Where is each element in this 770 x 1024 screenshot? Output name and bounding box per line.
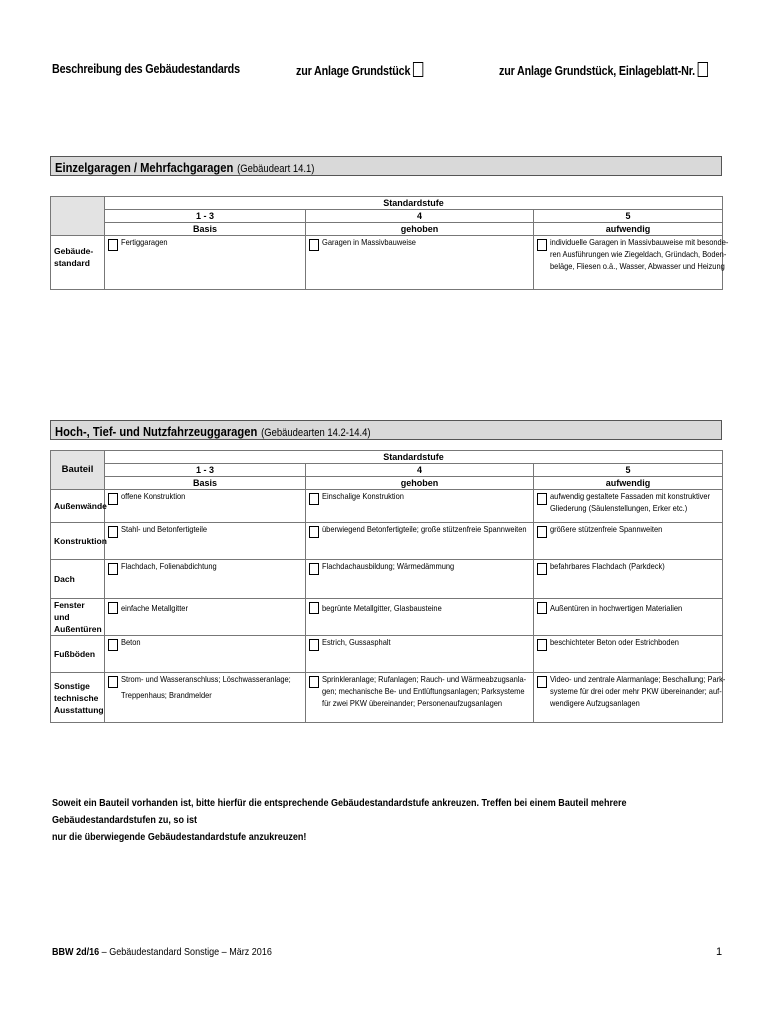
section1-title: Einzelgaragen / Mehrfachgaragen	[55, 160, 234, 175]
table-cell	[306, 673, 534, 723]
anlage-einlageblatt-label: zur Anlage Grundstück, Einlageblatt-Nr.	[499, 64, 695, 78]
checkbox[interactable]	[537, 639, 547, 651]
table-cell	[534, 490, 723, 523]
section2-level1-name: Basis	[105, 477, 306, 490]
checkbox[interactable]	[537, 602, 547, 614]
checkbox[interactable]	[108, 563, 118, 575]
section2-subtitle: (Gebäudearten 14.2-14.4)	[261, 427, 371, 439]
anlage-einlageblatt	[499, 62, 708, 78]
section1-level3-name: aufwendig	[534, 223, 723, 236]
anlage-einlageblatt-checkbox[interactable]	[698, 62, 708, 77]
cell-text: für zwei PKW übereinander; Personenaufzugsanlagen	[322, 698, 503, 708]
cell-text: Sprinkleranlage; Rufanlagen; Rauch- und Wärmeabzugsanla-	[322, 674, 527, 684]
checkbox[interactable]	[309, 639, 319, 651]
table-row	[51, 636, 723, 673]
checkbox[interactable]	[309, 676, 319, 688]
document-title-text: Beschreibung des Gebäudestandards	[52, 62, 240, 76]
cell-text: Einschalige Konstruktion	[322, 491, 404, 501]
table-cell	[306, 490, 534, 523]
checkbox[interactable]	[537, 526, 547, 538]
cell-text: offene Konstruktion	[121, 491, 186, 501]
cell-text: Garagen in Massivbauweise	[322, 237, 416, 247]
table-row	[51, 523, 723, 560]
document-title	[52, 62, 240, 76]
table-cell	[306, 599, 534, 636]
checkbox[interactable]	[108, 602, 118, 614]
section2-level2-name: gehoben	[306, 477, 534, 490]
table-cell	[105, 560, 306, 599]
bauteil-header	[51, 451, 105, 490]
section2-table	[50, 450, 726, 723]
section1-corner	[51, 197, 105, 236]
row-label-fenster	[51, 599, 105, 636]
bauteil-label: Bauteil	[61, 464, 94, 475]
cell-text: gen; mechanische Be- und Entlüftungsanlagen; Parksysteme	[322, 686, 525, 696]
cell-text: Flachdachausbildung; Wärmedämmung	[322, 561, 455, 571]
section1-row-label	[51, 236, 105, 290]
cell-text: Außentüren in hochwertigen Materialien	[550, 603, 683, 613]
row-label-text: technische	[54, 692, 99, 703]
cell-text: Strom- und Wasseranschluss; Löschwasseranlage;	[121, 674, 291, 684]
section1-cell-aufwendig	[534, 236, 729, 290]
cell-text: individuelle Garagen in Massivbauweise mit besonde-	[550, 237, 729, 247]
table-row	[51, 490, 723, 523]
section2-level3-name: aufwendig	[534, 477, 723, 490]
table-cell	[306, 636, 534, 673]
cell-text: aufwendig gestaltete Fassaden mit konstruktiver	[550, 491, 711, 501]
cell-text: befahrbares Flachdach (Parkdeck)	[550, 561, 665, 571]
checkbox[interactable]	[309, 563, 319, 575]
section1-level2-name: gehoben	[306, 223, 534, 236]
section1-cell-basis	[105, 236, 306, 290]
anlage-grundstueck-label: zur Anlage Grundstück	[296, 64, 411, 78]
checkbox[interactable]	[537, 676, 547, 688]
checkbox[interactable]	[537, 493, 547, 505]
table-cell	[534, 523, 723, 560]
section1-level1-name: Basis	[105, 223, 306, 236]
instruction-note-line2: nur die überwiegende Gebäudestandardstufe anzukreuzen!	[52, 831, 307, 843]
row-label-text: Außentüren	[54, 624, 102, 634]
instruction-note-line1: Soweit ein Bauteil vorhanden ist, bitte hierfür die entsprechende Gebäudestandardstufe ankreuzen. Treffen bei einem Bauteil mehrere Gebäudestandardstufen zu, so ist	[52, 797, 627, 826]
checkbox[interactable]	[537, 563, 547, 575]
anlage-grundstueck-checkbox[interactable]	[413, 62, 423, 77]
footer	[52, 946, 272, 958]
section2-standardstufe-label: Standardstufe	[383, 452, 444, 462]
cell-text: ren Ausführungen wie Ziegeldach, Gründach, Boden-	[550, 249, 727, 259]
table-cell	[105, 523, 306, 560]
section2-title: Hoch-, Tief- und Nutzfahrzeuggaragen	[55, 424, 258, 439]
checkbox[interactable]	[108, 493, 118, 505]
table-cell	[534, 636, 723, 673]
row-label-dach	[51, 560, 105, 599]
table-cell	[105, 673, 306, 723]
checkbox[interactable]	[309, 526, 319, 538]
section1-row-label-line2: standard	[54, 258, 90, 268]
row-label-text: Dach	[54, 574, 75, 584]
cell-text: größere stützenfreie Spannweiten	[550, 524, 663, 534]
cell-text: systeme für drei oder mehr PKW übereinander; auf-	[550, 686, 722, 696]
cell-text: Flachdach, Folienabdichtung	[121, 561, 217, 571]
row-label-sonstige	[51, 673, 105, 723]
checkbox[interactable]	[309, 239, 319, 251]
section2-standardstufe	[105, 451, 723, 464]
section1-level1-range: 1 - 3	[105, 210, 306, 223]
cell-text: beschichteter Beton oder Estrichboden	[550, 637, 679, 647]
cell-text: Fertiggaragen	[121, 237, 168, 247]
table-cell	[534, 599, 723, 636]
cell-text: wendigere Aufzugsanlagen	[550, 698, 640, 708]
table-row	[51, 560, 723, 599]
cell-text: einfache Metallgitter	[121, 603, 188, 613]
checkbox[interactable]	[309, 493, 319, 505]
cell-text: überwiegend Betonfertigteile; große stützenfreie Spannweiten	[322, 524, 527, 534]
checkbox[interactable]	[108, 526, 118, 538]
cell-text: Gliederung (Säulenstellungen, Erker etc.)	[550, 503, 688, 513]
footer-form-number: BBW 2d/16	[52, 946, 100, 958]
table-cell	[105, 636, 306, 673]
cell-text: Stahl- und Betonfertigteile	[121, 524, 208, 534]
row-label-aussenwaende	[51, 490, 105, 523]
cell-text: begrünte Metallgitter, Glasbausteine	[322, 603, 442, 613]
row-label-fussboeden	[51, 636, 105, 673]
page-number: 1	[716, 946, 723, 958]
table-cell	[534, 560, 723, 599]
row-label-text: Sonstige	[54, 680, 90, 691]
section1-row-label-line1: Gebäude-	[54, 246, 94, 256]
checkbox[interactable]	[108, 676, 118, 688]
section1-level3-range: 5	[534, 210, 723, 223]
section2-level2-range: 4	[306, 464, 534, 477]
row-label-konstruktion	[51, 523, 105, 560]
section1-level2-range: 4	[306, 210, 534, 223]
cell-text: Beton	[121, 637, 141, 647]
row-label-text: Fenster und	[54, 600, 85, 622]
row-label-text: Außenwände	[54, 501, 107, 511]
footer-text: Gebäudestandard Sonstige – März 2016	[109, 946, 272, 958]
instruction-note	[52, 795, 731, 846]
section1-table	[50, 196, 729, 290]
table-cell	[306, 523, 534, 560]
section1-subtitle: (Gebäudeart 14.1)	[237, 163, 315, 175]
table-row	[51, 673, 723, 723]
section2-level3-range: 5	[534, 464, 723, 477]
section1-title-bar	[50, 156, 722, 176]
table-cell	[306, 560, 534, 599]
section1-standardstufe-label: Standardstufe	[383, 198, 444, 208]
anlage-grundstueck	[296, 62, 423, 78]
footer-dash: –	[99, 946, 110, 958]
cell-text: Treppenhaus; Brandmelder	[121, 690, 212, 700]
cell-text: Video- und zentrale Alarmanlage; Beschallung; Park-	[550, 674, 726, 684]
table-cell	[105, 490, 306, 523]
section1-cell-gehoben	[306, 236, 534, 290]
table-row	[51, 599, 723, 636]
table-cell	[534, 673, 726, 723]
cell-text: beläge, Fliesen o.ä., Wasser, Abwasser und Heizung	[550, 261, 725, 271]
checkbox[interactable]	[537, 239, 547, 251]
section2-level1-range: 1 - 3	[105, 464, 306, 477]
checkbox[interactable]	[108, 239, 118, 251]
checkbox[interactable]	[108, 639, 118, 651]
section1-standardstufe	[105, 197, 723, 210]
section2-title-bar	[50, 420, 722, 440]
row-label-text: Konstruktion	[54, 536, 107, 546]
checkbox[interactable]	[309, 602, 319, 614]
cell-text: Estrich, Gussasphalt	[322, 637, 391, 647]
row-label-text: Ausstattung	[54, 704, 104, 715]
table-cell	[105, 599, 306, 636]
row-label-text: Fußböden	[54, 649, 96, 659]
